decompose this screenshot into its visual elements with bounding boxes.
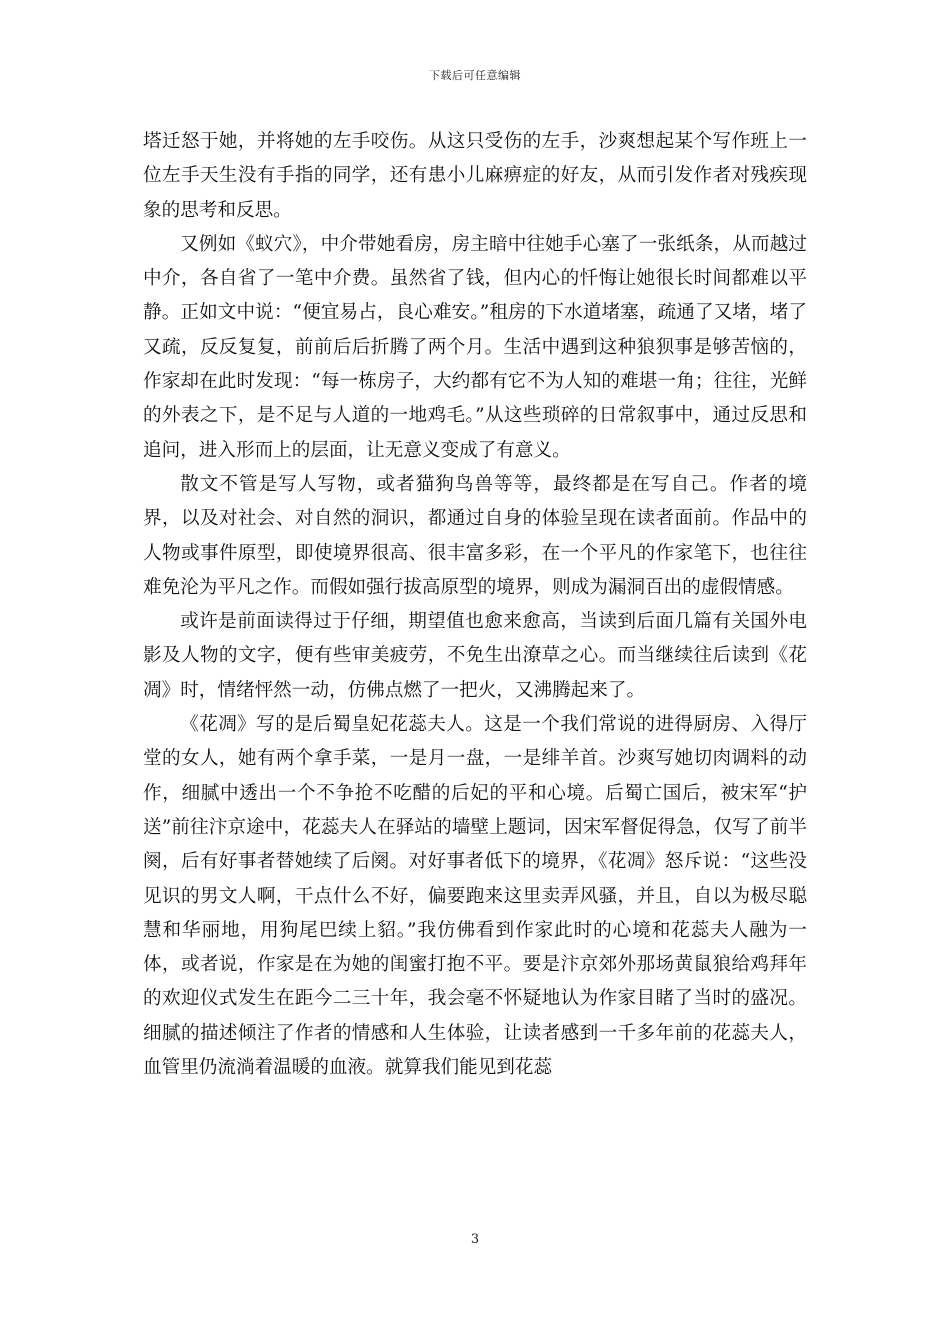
paragraph: 《花凋》写的是后蜀皇妃花蕊夫人。这是一个我们常说的进得厨房、入得厅堂的女人，她有两个拿手菜，一是月一盘，一是绯羊首。沙爽写她切肉调料的动作，细腻中透出一个不争抢不吃醋的后妃的平和心境。后蜀亡国后，被宋军“护送”前往汴京途中，花蕊夫人在驿站的墙壁上题词，因宋军督促得急，仅写了前半阕，后有好事者替她续了后阕。对好事者低下的境界，《花凋》怒斥说：“这些没见识的男文人啊，干点什么不好，偏要跑来这里卖弄风骚，并且，自以为极尽聪慧和华丽地，用狗尾巴续上貂。”我仿佛看到作家此时的心境和花蕊夫人融为一体，或者说，作家是在为她的闺蜜打抱不平。要是汴京郊外那场黄鼠狼给鸡拜年的欢迎仪式发生在距今二三十年，我会毫不怀疑地认为作家目睹了当时的盛况。细腻的描述倾注了作者的情感和人生体验，让读者感到一千多年前的花蕊夫人，血管里仍流淌着温暖的血液。就算我们能见到花蕊: [143, 714, 807, 1079]
page-header: 下载后可任意编辑: [429, 69, 521, 82]
page-number: 3: [470, 1232, 480, 1247]
paragraph: 或许是前面读得过于仔细，期望值也愈来愈高，当读到后面几篇有关国外电影及人物的文字，便有些审美疲劳，不免生出潦草之心。而当继续往后读到《花凋》时，情绪怦然一动，仿佛点燃了一把火，又沸腾起来了。: [143, 611, 807, 701]
paragraph-continuation: 塔迁怒于她，并将她的左手咬伤。从这只受伤的左手，沙爽想起某个写作班上一位左手天生没有手指的同学，还有患小儿麻痹症的好友，从而引发作者对残疾现象的思考和反思。: [143, 131, 807, 221]
document-body: [143, 125, 807, 1085]
paragraph: 散文不管是写人写物，或者猫狗鸟兽等等，最终都是在写自己。作者的境界，以及对社会、对自然的洞识，都通过自身的体验呈现在读者面前。作品中的人物或事件原型，即使境界很高、很丰富多彩，在一个平凡的作家笔下，也往往难免沦为平凡之作。而假如强行拔高原型的境界，则成为漏洞百出的虚假情感。: [143, 473, 807, 598]
paragraph: 又例如《蚁穴》，中介带她看房，房主暗中往她手心塞了一张纸条，从而越过中介，各自省了一笔中介费。虽然省了钱，但内心的忏悔让她很长时间都难以平静。正如文中说：“便宜易占，良心难安。”租房的下水道堵塞，疏通了又堵，堵了又疏，反反复复，前前后后折腾了两个月。生活中遇到这种狼狈事是够苦恼的，作家却在此时发现：“每一栋房子，大约都有它不为人知的难堪一角；往往，光鲜的外表之下，是不足与人道的一地鸡毛。”从这些琐碎的日常叙事中，通过反思和追问，进入形而上的层面，让无意义变成了有意义。: [143, 233, 807, 461]
